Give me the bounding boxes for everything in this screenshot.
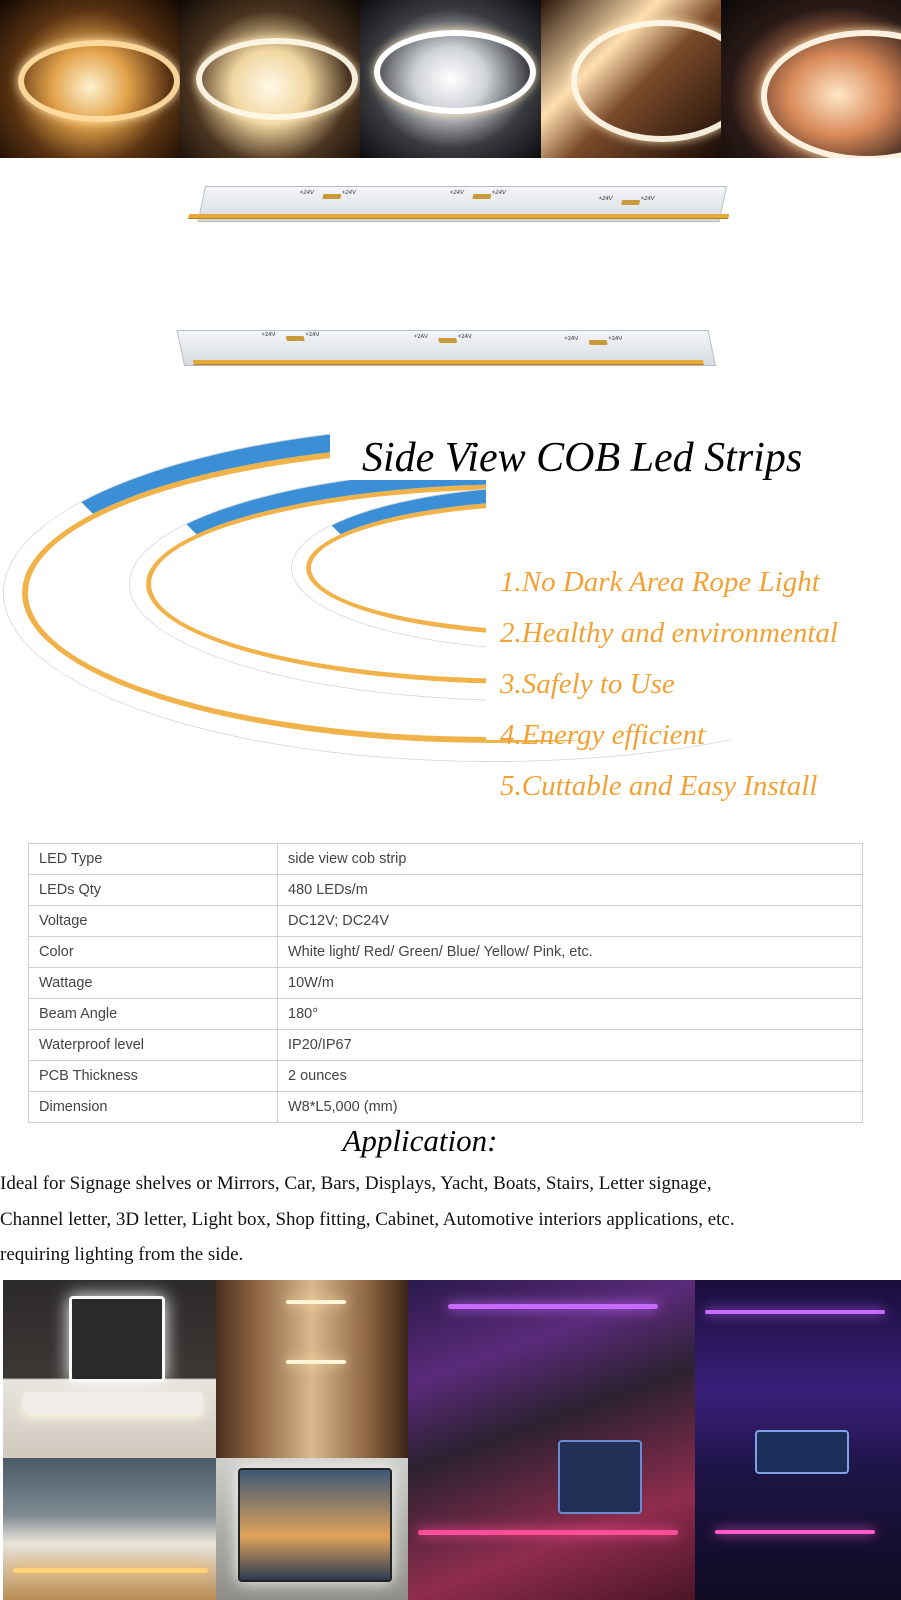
spec-value: side view cob strip bbox=[278, 844, 863, 875]
instrument-screen bbox=[755, 1430, 849, 1474]
backlit-mirror bbox=[69, 1296, 165, 1382]
voltage-mark: +24V bbox=[340, 190, 357, 196]
spec-label: Wattage bbox=[29, 968, 278, 999]
led-coil-glow bbox=[374, 30, 536, 114]
page-title: Side View COB Led Strips bbox=[362, 435, 803, 481]
spec-label: LED Type bbox=[29, 844, 278, 875]
cob-led-line bbox=[193, 360, 704, 364]
spec-value: 10W/m bbox=[278, 968, 863, 999]
spec-value: 480 LEDs/m bbox=[278, 875, 863, 906]
bathroom-mirror-photo bbox=[3, 1280, 216, 1458]
spec-value: W8*L5,000 (mm) bbox=[278, 1092, 863, 1123]
table-row bbox=[29, 999, 863, 1030]
feature-item-3: 3.Safely to Use bbox=[500, 668, 675, 700]
voltage-mark: +24V bbox=[457, 334, 473, 340]
spec-label: Waterproof level bbox=[29, 1030, 278, 1061]
solder-pad bbox=[438, 338, 457, 343]
application-line: Ideal for Signage shelves or Mirrors, Car, Bars, Displays, Yacht, Boats, Stairs, Letter signage, bbox=[0, 1173, 712, 1194]
wardrobe-lighting-photo bbox=[216, 1280, 408, 1458]
shelf-light bbox=[286, 1360, 346, 1364]
bed-underglow bbox=[13, 1568, 208, 1573]
car-cockpit-ambient-photo bbox=[695, 1280, 901, 1600]
voltage-mark: +24V bbox=[448, 190, 465, 196]
top-photo-strip bbox=[0, 0, 901, 158]
voltage-mark: +24V bbox=[260, 332, 277, 338]
dashboard-screen bbox=[558, 1440, 642, 1514]
spec-value: 2 ounces bbox=[278, 1061, 863, 1092]
pcb-strip-top bbox=[174, 180, 747, 240]
ambient-light-line bbox=[448, 1304, 658, 1309]
voltage-mark: +24V bbox=[639, 196, 656, 202]
solder-pad bbox=[621, 200, 640, 205]
ambient-light-line bbox=[715, 1530, 875, 1534]
spec-label: Beam Angle bbox=[29, 999, 278, 1030]
led-coil-glow bbox=[18, 40, 180, 122]
application-line: requiring lighting from the side. bbox=[0, 1244, 244, 1265]
car-interior-ambient-photo bbox=[408, 1280, 695, 1600]
shelf-light bbox=[286, 1300, 346, 1304]
solder-pad bbox=[472, 194, 491, 199]
strip-closeup-photo bbox=[721, 0, 901, 158]
tv-backlight-photo bbox=[216, 1458, 408, 1600]
ambient-light-line bbox=[705, 1310, 885, 1314]
spec-value: 180° bbox=[278, 999, 863, 1030]
led-coil-glow bbox=[196, 38, 358, 120]
table-row bbox=[29, 906, 863, 937]
voltage-mark: +24V bbox=[298, 190, 315, 196]
feature-item-5: 5.Cuttable and Easy Install bbox=[500, 770, 818, 802]
solder-pad bbox=[286, 336, 305, 341]
vanity-counter bbox=[23, 1392, 203, 1414]
spec-label: Voltage bbox=[29, 906, 278, 937]
led-coil-glow bbox=[571, 20, 721, 142]
spec-label: LEDs Qty bbox=[29, 875, 278, 906]
specification-table bbox=[28, 843, 863, 1123]
voltage-mark: +24V bbox=[490, 190, 507, 196]
feature-item-2: 2.Healthy and environmental bbox=[500, 617, 838, 649]
pcb-strip-bottom bbox=[166, 326, 727, 386]
spec-value: DC12V; DC24V bbox=[278, 906, 863, 937]
bedroom-bed-photo bbox=[3, 1458, 216, 1600]
voltage-mark: +24V bbox=[563, 336, 580, 342]
voltage-mark: +24V bbox=[607, 336, 624, 342]
spec-label: PCB Thickness bbox=[29, 1061, 278, 1092]
voltage-mark: +24V bbox=[597, 196, 614, 202]
solder-pad bbox=[589, 340, 608, 345]
table-row bbox=[29, 937, 863, 968]
spec-label: Color bbox=[29, 937, 278, 968]
ambient-light-line bbox=[418, 1530, 678, 1535]
voltage-mark: +24V bbox=[304, 332, 321, 338]
feature-item-1: 1.No Dark Area Rope Light bbox=[500, 566, 820, 598]
solder-pad bbox=[322, 194, 341, 199]
natural-light-coil-photo bbox=[180, 0, 360, 158]
table-row bbox=[29, 968, 863, 999]
table-row bbox=[29, 1061, 863, 1092]
table-row bbox=[29, 1092, 863, 1123]
table-row bbox=[29, 875, 863, 906]
spec-label: Dimension bbox=[29, 1092, 278, 1123]
warm-light-coil-photo bbox=[0, 0, 180, 158]
application-line: Channel letter, 3D letter, Light box, Shop fitting, Cabinet, Automotive interiors applications, etc. bbox=[0, 1208, 735, 1230]
hand-holding-strip-photo bbox=[541, 0, 721, 158]
led-coil-glow bbox=[761, 30, 901, 158]
voltage-mark: +24V bbox=[413, 334, 429, 340]
spec-value: White light/ Red/ Green/ Blue/ Yellow/ Pink, etc. bbox=[278, 937, 863, 968]
table-row bbox=[29, 844, 863, 875]
spec-value: IP20/IP67 bbox=[278, 1030, 863, 1061]
cool-light-coil-photo bbox=[360, 0, 540, 158]
feature-item-4: 4.Energy efficient bbox=[500, 719, 706, 751]
application-description bbox=[0, 1166, 900, 1273]
tv-screen bbox=[238, 1468, 392, 1582]
application-heading: Application: bbox=[342, 1123, 498, 1158]
table-row bbox=[29, 1030, 863, 1061]
cob-led-line bbox=[188, 214, 729, 218]
